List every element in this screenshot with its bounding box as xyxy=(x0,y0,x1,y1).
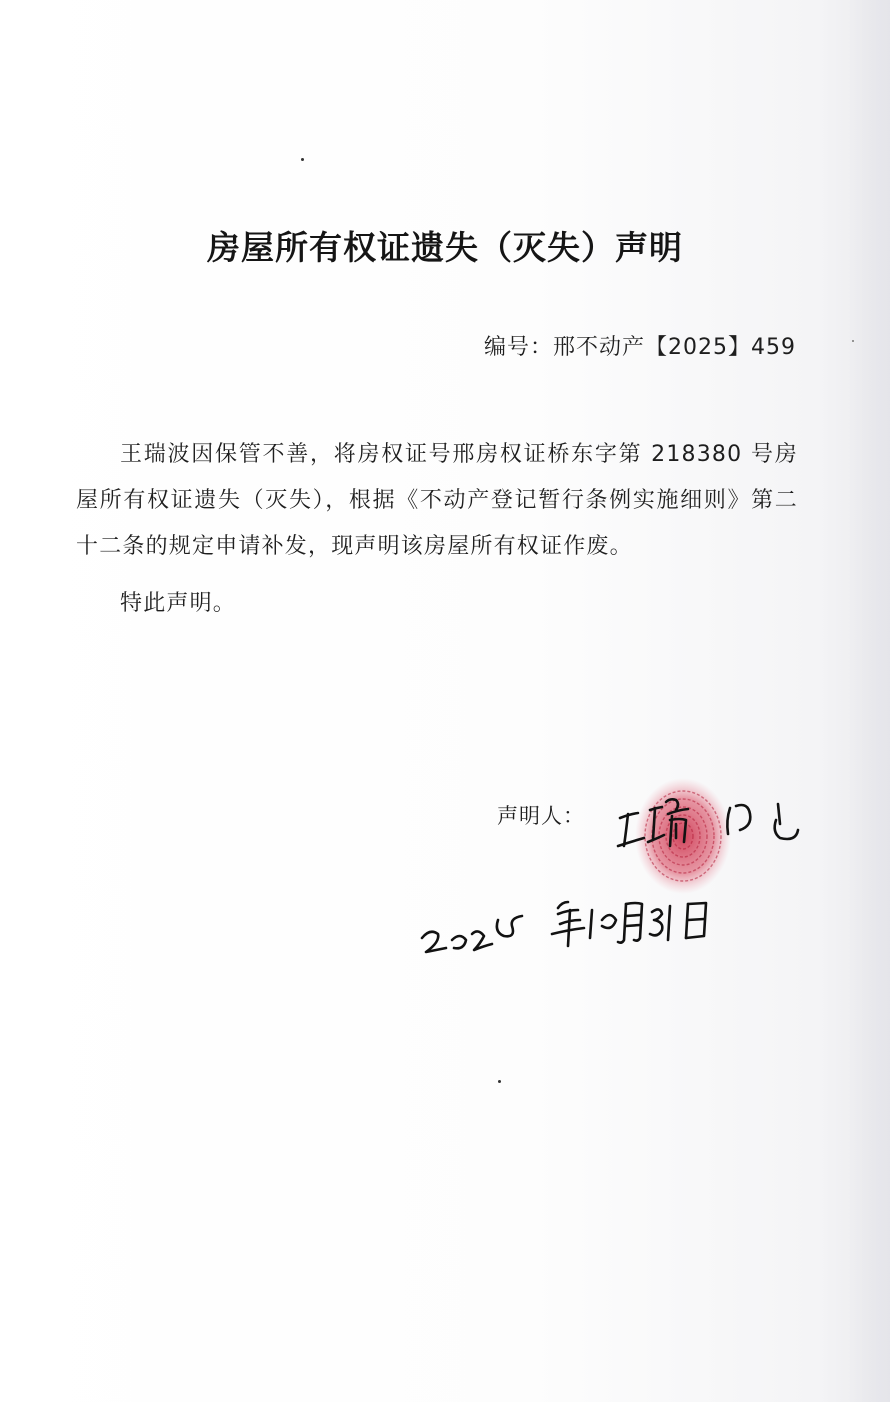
document-number: 编号：邢不动产【2025】459 xyxy=(484,335,796,360)
handwritten-signature xyxy=(600,780,810,870)
document-title: 房屋所有权证遗失（灭失）声明 xyxy=(207,228,683,267)
scan-speck xyxy=(301,158,304,161)
scan-speck xyxy=(852,340,854,342)
page-edge-shadow xyxy=(848,0,890,1402)
statement-paragraph: 王瑞波因保管不善，将房权证号邢房权证桥东字第 218380 号房屋所有权证遗失（灭失），根据《不动产登记暂行条例实施细则》第二十二条的规定申请补发，现声明该房屋所有权证作废。 xyxy=(76,442,798,559)
scan-speck xyxy=(498,1080,501,1083)
declarant-label: 声明人： xyxy=(497,804,585,828)
closing-statement: 特此声明。 xyxy=(120,591,237,616)
handwritten-date xyxy=(412,880,732,980)
